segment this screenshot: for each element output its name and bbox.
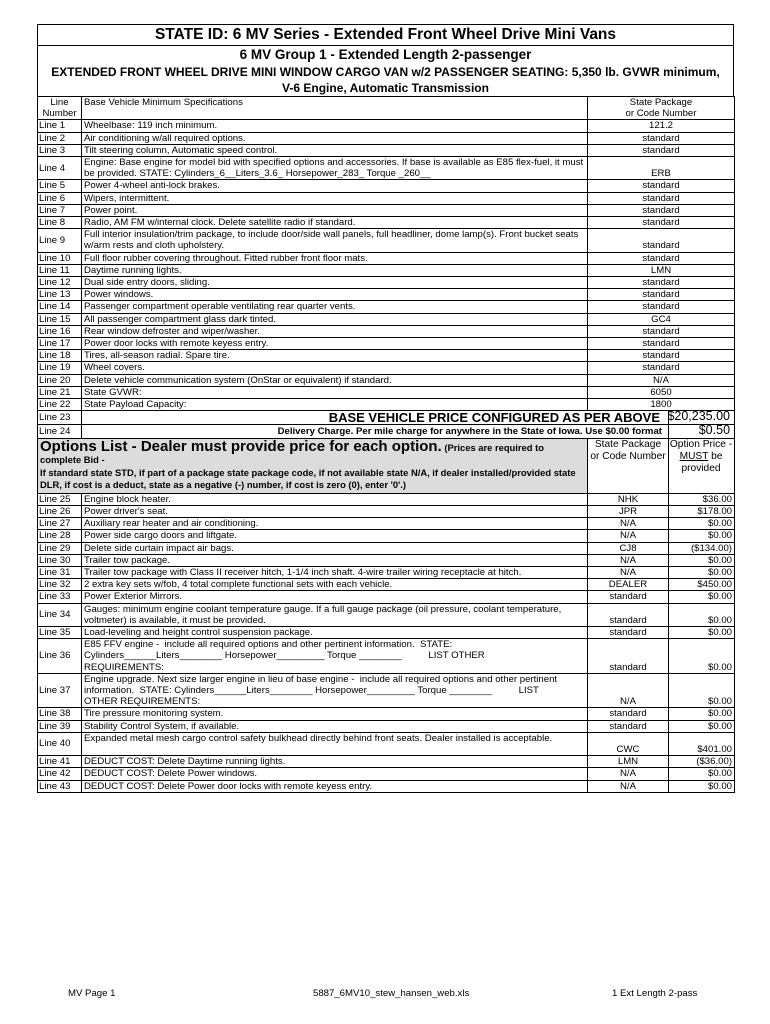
option-description: Trailer tow package with Class II receiver hitch, 1-1/4 inch shaft. 4-wire trailer wiring receptacle at hitch.	[82, 566, 588, 578]
option-price[interactable]	[669, 542, 735, 554]
table-row	[38, 313, 735, 325]
spec-description: Engine: Base engine for model bid with specified options and accessories. If base is available as E85 flex-fuel, it must be provided. STATE: Cylinders_6__Liters_3.6_ Horsepower_283_ Torque _260__	[82, 157, 588, 180]
spec-description: Power 4-wheel anti-lock brakes.	[82, 180, 588, 192]
footer-filename: 5887_6MV10_stew_hansen_web.xls	[313, 988, 470, 999]
option-code: N/A	[588, 780, 669, 792]
option-description: 2 extra key sets w/fob, 4 total complete functional sets with each vehicle.	[82, 579, 588, 591]
spec-table	[37, 96, 735, 793]
state-value: standard	[588, 132, 735, 144]
option-description: Engine block heater.	[82, 493, 588, 505]
option-row	[38, 542, 735, 554]
line-number: Line 27	[38, 518, 82, 530]
delivery-charge-row	[38, 425, 735, 439]
line-number: Line 21	[38, 386, 82, 398]
table-row	[38, 374, 735, 386]
state-value: standard	[588, 362, 735, 374]
option-code: N/A	[588, 554, 669, 566]
line-number: Line 1	[38, 120, 82, 132]
line-number: Line 28	[38, 530, 82, 542]
line-number: Line 34	[38, 603, 82, 626]
page-title: STATE ID: 6 MV Series - Extended Front Wheel Drive Mini Vans	[37, 24, 734, 46]
line-number: Line 29	[38, 542, 82, 554]
opt-price-a: Option Price -	[669, 439, 733, 451]
options-note-a: (Prices are required to complete Bid -	[40, 442, 544, 466]
option-row	[38, 566, 735, 578]
option-code: standard	[588, 720, 669, 732]
option-row	[38, 530, 735, 542]
state-package-header	[588, 97, 735, 120]
option-description	[82, 673, 588, 708]
column-header-row	[38, 97, 735, 120]
option-price-text: $0.00	[708, 661, 733, 673]
spec-description: Air conditioning w/all required options.	[82, 132, 588, 144]
line-number: Line 9	[38, 229, 82, 252]
table-row	[38, 144, 735, 156]
state-value: standard	[588, 192, 735, 204]
spec-description: Full floor rubber covering throughout. Fitted rubber front floor mats.	[82, 252, 588, 264]
option-row	[38, 579, 735, 591]
line-number: Line 12	[38, 277, 82, 289]
line-number: Line 5	[38, 180, 82, 192]
option-row	[38, 732, 735, 755]
line-number: Line 38	[38, 708, 82, 720]
option-price-text: $0.00	[708, 720, 733, 732]
footer-sheet: 1 Ext Length 2-pass	[612, 988, 698, 999]
state-value: 6050	[588, 386, 735, 398]
spec-description: Power windows.	[82, 289, 588, 301]
option-row	[38, 756, 735, 768]
table-row	[38, 120, 735, 132]
opt-price-d: provided	[681, 463, 721, 475]
line-number: Line 2	[38, 132, 82, 144]
option-price-text: $0.00	[708, 696, 733, 708]
option-price[interactable]	[669, 579, 735, 591]
option-price[interactable]	[669, 673, 735, 708]
line-number: Line 8	[38, 217, 82, 229]
table-row	[38, 301, 735, 313]
option-price-text: $0.00	[708, 768, 733, 780]
option-description: Power Exterior Mirrors.	[82, 591, 588, 603]
line-number: Line 4	[38, 157, 82, 180]
option-price-text: $0.00	[708, 626, 733, 638]
opt-state-b: or Code Number	[590, 451, 666, 463]
spec-description: Rear window defroster and wiper/washer.	[82, 325, 588, 337]
option-description: Load-leveling and height control suspension package.	[82, 626, 588, 638]
option-price[interactable]	[669, 720, 735, 732]
line-number: Line 19	[38, 362, 82, 374]
option-description: DEDUCT COST: Delete Daytime running lights.	[82, 756, 588, 768]
table-row	[38, 204, 735, 216]
state-value: 1800	[588, 399, 735, 411]
line-number: Line 30	[38, 554, 82, 566]
group-title: 6 MV Group 1 - Extended Length 2-passenger	[37, 46, 734, 63]
options-price-header	[669, 439, 735, 493]
table-row	[38, 399, 735, 411]
option-price-text: $0.00	[708, 554, 733, 566]
option-description: DEDUCT COST: Delete Power windows.	[82, 768, 588, 780]
option-code: standard	[588, 639, 669, 674]
table-row	[38, 338, 735, 350]
option-row	[38, 768, 735, 780]
line-number: Line 7	[38, 204, 82, 216]
option-price-text: $401.00	[697, 743, 733, 755]
option-description: Stability Control System, if available.	[82, 720, 588, 732]
spec-description: Delete vehicle communication system (OnStar or equivalent) if standard.	[82, 374, 588, 386]
option-price[interactable]	[669, 603, 735, 626]
option-price[interactable]	[669, 768, 735, 780]
spec-description: Wheel covers.	[82, 362, 588, 374]
line-number: Line 25	[38, 493, 82, 505]
option-price[interactable]	[669, 756, 735, 768]
line-number: Line 17	[38, 338, 82, 350]
option-price-text: $0.00	[708, 780, 733, 792]
line-number: Line 11	[38, 264, 82, 276]
opt-state-a: State Package	[594, 439, 662, 451]
option-description-line: Cylinders______Liters________ Horsepower_________ Torque ________ LIST OTHER	[84, 650, 485, 662]
option-price[interactable]	[669, 780, 735, 792]
spec-description: State GVWR:	[82, 386, 588, 398]
state-value: GC4	[588, 313, 735, 325]
table-row	[38, 217, 735, 229]
option-price-text: $0.00	[708, 708, 733, 720]
state-value: standard	[588, 277, 735, 289]
line-number: Line 18	[38, 350, 82, 362]
option-row	[38, 673, 735, 708]
spec-header: Base Vehicle Minimum Specifications	[82, 97, 588, 120]
line-number: Line 23	[38, 411, 82, 425]
spec-description: Daytime running lights.	[82, 264, 588, 276]
option-code: CWC	[588, 732, 669, 755]
spec-description: Radio, AM FM w/internal clock. Delete satellite radio if standard.	[82, 217, 588, 229]
table-row	[38, 362, 735, 374]
options-state-header	[588, 439, 669, 493]
table-row	[38, 264, 735, 276]
table-row	[38, 386, 735, 398]
line-number-header	[38, 97, 82, 120]
option-row	[38, 505, 735, 517]
option-description-line: OTHER REQUIREMENTS:	[84, 696, 201, 708]
line-number: Line 22	[38, 399, 82, 411]
options-header	[38, 439, 588, 493]
option-row	[38, 518, 735, 530]
option-price-text: $0.00	[708, 518, 733, 530]
option-description-line: REQUIREMENTS:	[84, 661, 164, 673]
option-price[interactable]	[669, 554, 735, 566]
vehicle-subtitle	[37, 63, 734, 96]
state-value: standard	[588, 301, 735, 313]
option-row	[38, 708, 735, 720]
option-description: Auxiliary rear heater and air conditioning.	[82, 518, 588, 530]
state-value: standard	[588, 144, 735, 156]
option-price-text: $0.00	[708, 530, 733, 542]
line-number: Line 42	[38, 768, 82, 780]
option-description: DEDUCT COST: Delete Power door locks with remote keyess entry.	[82, 780, 588, 792]
options-note-b: If standard state STD, if part of a package state package code, if not available state N/A, if dealer installed/provided state DLR, if cost is a deduct, state as a negative (-) number, if cost is zero (0), enter '0'.)	[40, 466, 576, 490]
state-header-a: State Package	[629, 97, 693, 108]
option-row	[38, 603, 735, 626]
option-row	[38, 554, 735, 566]
option-description: Power side cargo doors and liftgate.	[82, 530, 588, 542]
table-row	[38, 252, 735, 264]
options-title: Options List - Dealer must provide price for each option.	[40, 438, 442, 456]
state-value: N/A	[588, 374, 735, 386]
base-price-row	[38, 411, 735, 425]
state-value: standard	[588, 204, 735, 216]
option-description-line: E85 FFV engine - include all required options and other pertinent information. STATE:	[84, 639, 453, 651]
state-value: standard	[588, 325, 735, 337]
option-price-text: $178.00	[697, 505, 733, 517]
option-code: LMN	[588, 756, 669, 768]
option-code: N/A	[588, 768, 669, 780]
option-code: CJ8	[588, 542, 669, 554]
options-header-row	[38, 439, 735, 493]
table-row	[38, 277, 735, 289]
line-number: Line 10	[38, 252, 82, 264]
state-value: ERB	[588, 157, 735, 180]
base-price-text: $20,235.00	[667, 409, 731, 424]
table-row	[38, 350, 735, 362]
spec-description: Dual side entry doors, sliding.	[82, 277, 588, 289]
line-header-a: Line	[50, 97, 69, 108]
spec-description: Wheelbase: 119 inch minimum.	[82, 120, 588, 132]
base-price-label: BASE VEHICLE PRICE CONFIGURED AS PER ABOVE	[82, 411, 669, 425]
state-value: LMN	[588, 264, 735, 276]
spec-description: Power door locks with remote keyess entry.	[82, 338, 588, 350]
option-price[interactable]	[669, 626, 735, 638]
state-value: standard	[588, 180, 735, 192]
line-number: Line 40	[38, 732, 82, 755]
option-row	[38, 780, 735, 792]
line-number: Line 33	[38, 591, 82, 603]
table-row	[38, 325, 735, 337]
line-number: Line 13	[38, 289, 82, 301]
option-code: N/A	[588, 566, 669, 578]
line-number: Line 3	[38, 144, 82, 156]
option-description: Power driver's seat.	[82, 505, 588, 517]
option-code: standard	[588, 591, 669, 603]
option-code: N/A	[588, 530, 669, 542]
line-number: Line 6	[38, 192, 82, 204]
table-row	[38, 132, 735, 144]
opt-price-be: be	[708, 451, 723, 463]
option-description-line: information. STATE: Cylinders______Liters________ Horsepower_________ Torque ________ LIST	[84, 684, 539, 696]
line-number: Line 26	[38, 505, 82, 517]
table-row	[38, 157, 735, 180]
option-price-text: ($36.00)	[696, 756, 733, 768]
option-code: N/A	[588, 673, 669, 708]
option-description: Trailer tow package.	[82, 554, 588, 566]
option-price[interactable]	[669, 505, 735, 517]
state-header-b: or Code Number	[625, 108, 697, 120]
spec-description: Tilt steering column, Automatic speed control.	[82, 144, 588, 156]
option-description: Delete side curtain impact air bags.	[82, 542, 588, 554]
state-value: standard	[588, 289, 735, 301]
state-value: standard	[588, 338, 735, 350]
option-description-line: Engine upgrade. Next size larger engine in lieu of base engine - include all required options and other pertinent	[84, 673, 558, 685]
option-price[interactable]	[669, 708, 735, 720]
option-code: N/A	[588, 518, 669, 530]
option-code: NHK	[588, 493, 669, 505]
spec-description: Passenger compartment operable ventilating rear quarter vents.	[82, 301, 588, 313]
state-value: standard	[588, 252, 735, 264]
option-price-text: $450.00	[697, 579, 733, 591]
subtitle-line-1: EXTENDED FRONT WHEEL DRIVE MINI WINDOW CARGO VAN w/2 PASSENGER SEATING: 5,350 lb. GVWR minimum,	[51, 65, 720, 79]
spec-description: All passenger compartment glass dark tinted.	[82, 313, 588, 325]
line-number: Line 43	[38, 780, 82, 792]
footer-page: MV Page 1	[68, 988, 116, 999]
option-price[interactable]	[669, 493, 735, 505]
option-price[interactable]	[669, 639, 735, 674]
line-number: Line 39	[38, 720, 82, 732]
base-spec-body	[38, 97, 735, 793]
line-number: Line 32	[38, 579, 82, 591]
state-value: 121.2	[588, 120, 735, 132]
option-code: JPR	[588, 505, 669, 517]
table-row	[38, 289, 735, 301]
line-number: Line 15	[38, 313, 82, 325]
spec-description: Power point.	[82, 204, 588, 216]
option-price-text: $0.00	[708, 591, 733, 603]
option-price[interactable]	[669, 732, 735, 755]
spec-description: Full interior insulation/trim package, to include door/side wall panels, full headliner, dome lamp(s). Front bucket seats w/arm rests and cloth upholstery.	[82, 229, 588, 252]
spec-description: State Payload Capacity:	[82, 399, 588, 411]
option-row	[38, 626, 735, 638]
spec-description: Wipers, intermittent.	[82, 192, 588, 204]
option-price-text: $36.00	[702, 493, 733, 505]
line-number: Line 16	[38, 325, 82, 337]
state-value: standard	[588, 350, 735, 362]
line-number: Line 35	[38, 626, 82, 638]
delivery-charge-text: $0.50	[698, 423, 731, 438]
option-price[interactable]	[669, 518, 735, 530]
subtitle-line-2: V-6 Engine, Automatic Transmission	[282, 81, 489, 95]
option-code: standard	[588, 708, 669, 720]
option-code: standard	[588, 626, 669, 638]
line-number: Line 20	[38, 374, 82, 386]
line-number: Line 14	[38, 301, 82, 313]
table-row	[38, 192, 735, 204]
state-value: standard	[588, 217, 735, 229]
option-price-text: $0.00	[708, 614, 733, 626]
line-number: Line 31	[38, 566, 82, 578]
option-price[interactable]	[669, 566, 735, 578]
opt-price-must: MUST	[679, 451, 709, 463]
table-row	[38, 180, 735, 192]
line-number: Line 24	[38, 425, 82, 439]
delivery-charge-label: Delivery Charge. Per mile charge for anywhere in the State of Iowa. Use $0.00 format	[82, 425, 669, 439]
option-code: standard	[588, 603, 669, 626]
option-price[interactable]	[669, 591, 735, 603]
option-description: Tire pressure monitoring system.	[82, 708, 588, 720]
option-row	[38, 493, 735, 505]
option-row	[38, 639, 735, 674]
option-price-text: $0.00	[708, 566, 733, 578]
spec-description: Tires, all-season radial. Spare tire.	[82, 350, 588, 362]
delivery-charge-value[interactable]	[669, 425, 735, 439]
option-price-text: ($134.00)	[690, 542, 733, 554]
line-number: Line 36	[38, 639, 82, 674]
option-description: Expanded metal mesh cargo control safety bulkhead directly behind front seats. Dealer installed is acceptable.	[82, 732, 588, 755]
option-description	[82, 639, 588, 674]
option-price[interactable]	[669, 530, 735, 542]
option-code: DEALER	[588, 579, 669, 591]
option-description: Gauges: minimum engine coolant temperature gauge. If a full gauge package (oil pressure, coolant temperature, voltmeter) is available, it must be provided.	[82, 603, 588, 626]
table-row	[38, 229, 735, 252]
option-row	[38, 591, 735, 603]
spec-sheet	[37, 24, 734, 793]
line-header-b: Number	[42, 108, 77, 120]
state-value: standard	[588, 229, 735, 252]
line-number: Line 41	[38, 756, 82, 768]
option-row	[38, 720, 735, 732]
line-number: Line 37	[38, 673, 82, 708]
